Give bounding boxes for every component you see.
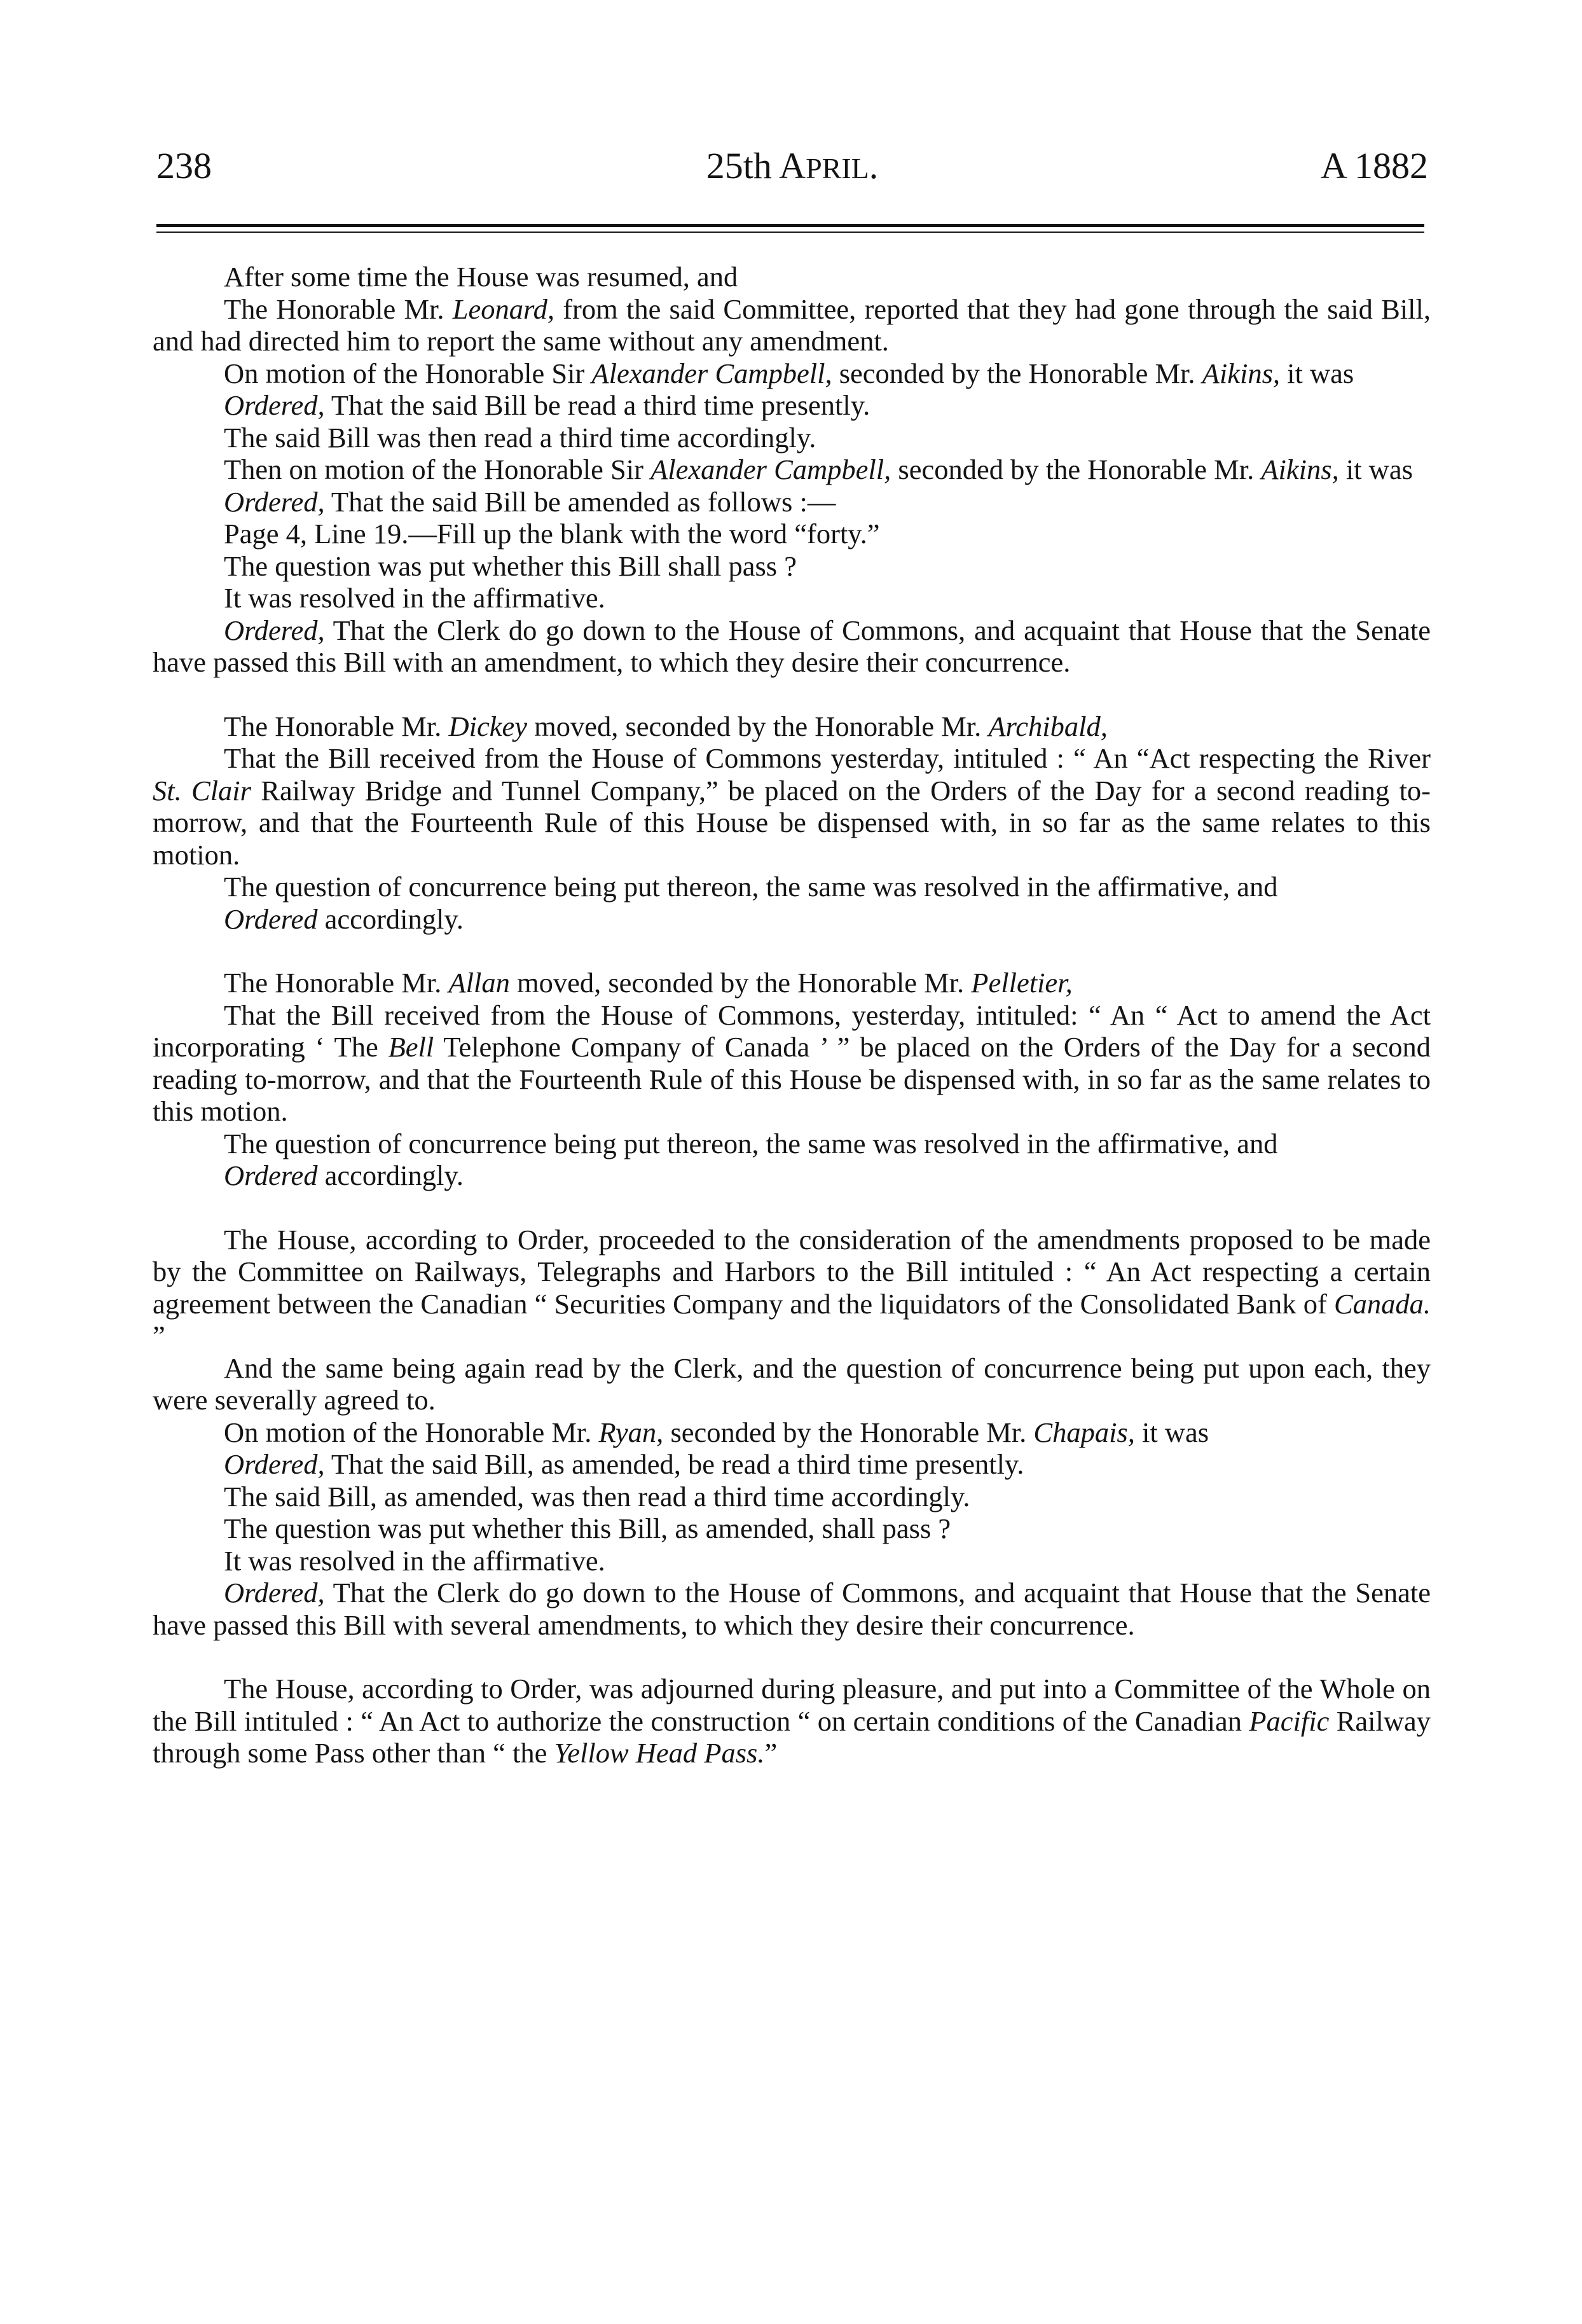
paragraph: The Honorable Mr. Leonard, from the said Committee, reported that they had gone through the said Bill, and had directed him to report the same without any amendment. [153,293,1431,357]
paragraph: That the Bill received from the House of Commons, yesterday, intituled: “ An “ Act to amend the Act incorporating ‘ The Bell Telephone Company of Canada ’ ” be placed on the Orders of the Day for a second reading to-morrow, and that the Fourteenth Rule of this House be dispensed with, in so far as the same relates to this motion. [153,999,1431,1127]
paragraph: That the Bill received from the House of Commons yesterday, intituled : “ An “Act respecting the River St. Clair Railway Bridge and Tunnel Company,” be placed on the Orders of the Day for a second reading to-morrow, and that the Fourteenth Rule of this House be dispensed with, in so far as the same relates to this motion. [153,742,1431,871]
paragraph: The said Bill, as amended, was then read a third time accordingly. [224,1480,970,1512]
paragraph: On motion of the Honorable Mr. Ryan, seconded by the Honorable Mr. Chapais, it was [224,1416,1209,1448]
paragraph: The Honorable Mr. Allan moved, seconded by the Honorable Mr. Pelletier, [224,967,1073,999]
paragraph: Ordered, That the said Bill be amended as follows :— [224,485,836,518]
paragraph: The question of concurrence being put thereon, the same was resolved in the affirmative, and [224,1127,1278,1159]
paragraph: On motion of the Honorable Sir Alexander Campbell, seconded by the Honorable Mr. Aikins, it was [224,357,1354,389]
header-rule-thin [156,232,1424,233]
paragraph: The question of concurrence being put thereon, the same was resolved in the affirmative, and [224,871,1278,903]
paragraph: The House, according to Order, was adjourned during pleasure, and put into a Committee of the Whole on the Bill intituled : “ An Act to authorize the construction “ on certain conditions of the Canadian Pacific Railway through some Pass other than “ the Yellow Head Pass.” [153,1673,1431,1769]
header-rule-thick [156,224,1424,227]
paragraph: Ordered, That the Clerk do go down to the House of Commons, and acquaint that House that the Senate have passed this Bill with several amendments, to which they desire their concurrence. [153,1577,1431,1641]
paragraph: The question was put whether this Bill shall pass ? [224,550,797,582]
paragraph: The Honorable Mr. Dickey moved, seconded by the Honorable Mr. Archibald, [224,710,1108,742]
minutes-body [153,261,1431,1769]
paragraph: It was resolved in the affirmative. [224,1544,605,1577]
page-header [156,137,1428,195]
paragraph: And the same being again read by the Clerk, and the question of concurrence being put upon each, they were severally agreed to. [153,1352,1431,1416]
paragraph: Ordered, That the said Bill be read a third time presently. [224,389,870,421]
header-date: 25th APRIL. [706,145,879,186]
header-year: A 1882 [1320,145,1428,186]
paragraph: Ordered accordingly. [224,1159,464,1191]
paragraph: The House, according to Order, proceeded to the consideration of the amendments proposed to be made by the Committee on Railways, Telegraphs and Harbors to the Bill intituled : “ An Act respecting a certain agreement between the Canadian “ Securities Company and the liquidators of the Consolidated Bank of Canada. ” [153,1223,1431,1352]
paragraph: Ordered, That the said Bill, as amended, be read a third time presently. [224,1448,1024,1480]
paragraph: It was resolved in the affirmative. [224,582,605,614]
paragraph: Ordered, That the Clerk do go down to the House of Commons, and acquaint that House that the Senate have passed this Bill with an amendment, to which they desire their concurrence. [153,614,1431,678]
paragraph: Then on motion of the Honorable Sir Alexander Campbell, seconded by the Honorable Mr. Aikins, it was [224,453,1413,485]
paragraph: After some time the House was resumed, and [224,261,738,293]
paragraph: The said Bill was then read a third time accordingly. [224,421,816,453]
paragraph: Page 4, Line 19.—Fill up the blank with the word “forty.” [224,518,880,550]
paragraph: The question was put whether this Bill, as amended, shall pass ? [224,1512,951,1544]
page-number: 238 [156,145,212,186]
paragraph: Ordered accordingly. [224,903,464,935]
